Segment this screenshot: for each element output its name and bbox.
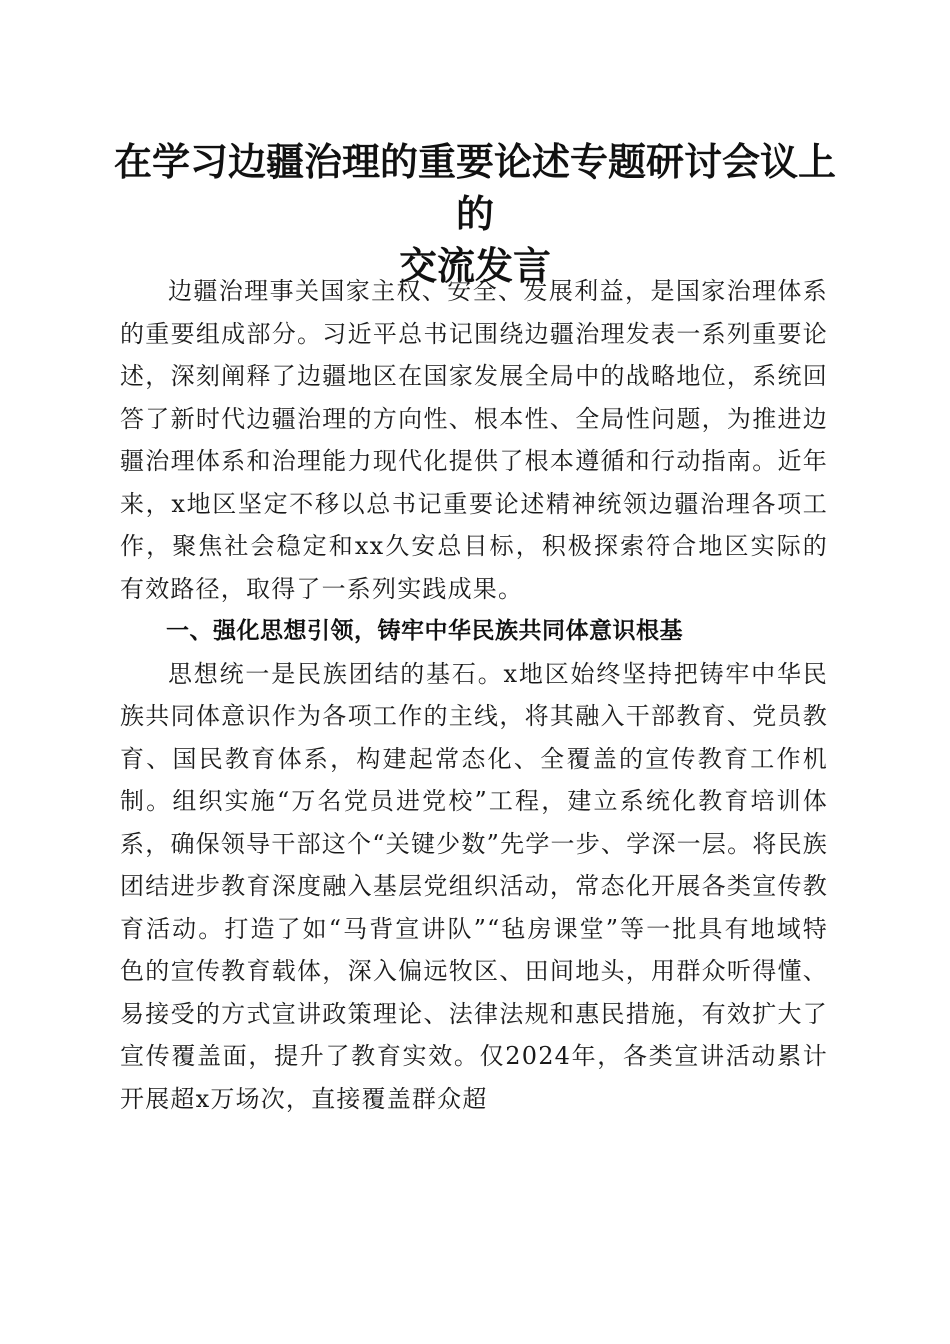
document-body xyxy=(120,270,828,1120)
title-line-1: 在学习边疆治理的重要论述专题研讨会议上的 xyxy=(113,139,836,236)
document-title xyxy=(100,136,850,292)
intro-paragraph: 边疆治理事关国家主权、安全、发展利益，是国家治理体系的重要组成部分。习近平总书记围绕边疆治理发表一系列重要论述，深刻阐释了边疆地区在国家发展全局中的战略地位，系统回答了新时代边疆治理的方向性、根本性、全局性问题，为推进边疆治理体系和治理能力现代化提供了根本遵循和行动指南。近年来，x地区坚定不移以总书记重要论述精神统领边疆治理各项工作，聚焦社会稳定和xx久安总目标，积极探索符合地区实际的有效路径，取得了一系列实践成果。 xyxy=(120,277,828,603)
title-line-2: 交流发言 xyxy=(398,243,551,288)
section-1-paragraph: 思想统一是民族团结的基石。x地区始终坚持把铸牢中华民族共同体意识作为各项工作的主线，将其融入干部教育、党员教育、国民教育体系，构建起常态化、全覆盖的宣传教育工作机制。组织实施“万名党员进党校”工程，建立系统化教育培训体系，确保领导干部这个“关键少数”先学一步、学深一层。将民族团结进步教育深度融入基层党组织活动，常态化开展各类宣传教育活动。打造了如“马背宣讲队”“毡房课堂”等一批具有地域特色的宣传教育载体，深入偏远牧区、田间地头，用群众听得懂、易接受的方式宣讲政策理论、法律法规和惠民措施，有效扩大了宣传覆盖面，提升了教育实效。仅2024年，各类宣讲活动累计开展超x万场次，直接覆盖群众超 xyxy=(120,659,828,1113)
section-heading-1: 一、强化思想引领，铸牢中华民族共同体意识根基 xyxy=(166,618,683,644)
